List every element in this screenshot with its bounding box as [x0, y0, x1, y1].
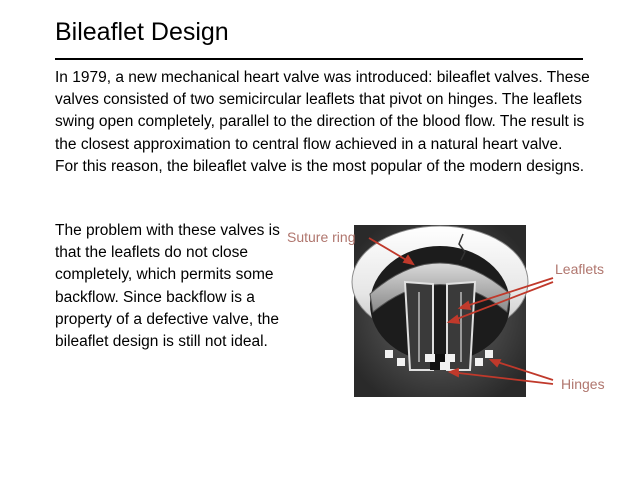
title-divider: [55, 58, 583, 60]
label-leaflets: Leaflets: [555, 261, 605, 277]
label-hinges: Hinges: [561, 376, 605, 392]
intro-paragraph: In 1979, a new mechanical heart valve was introduced: bileaflet valves. These valves consisted of two semicircular leaflets that pivot on hinges. The leaflets swing open completely, parallel to the direction of the blood flow. The result is the closest approximation to central flow achieved in a natural heart valve. For this reason, the bileaflet valve is the most popular of the modern designs.: [55, 69, 590, 175]
valve-figure: [285, 212, 625, 402]
problem-paragraph: The problem with these valves is that the leaflets do not close completely, which permits some backflow. Since backflow is a property of a defective valve, the bileaflet design is still not ideal.: [55, 222, 280, 351]
label-suture-ring: Suture ring: [287, 229, 356, 245]
heart-valve-illustration: [285, 212, 625, 402]
slide-title: Bileaflet Design: [55, 18, 229, 46]
